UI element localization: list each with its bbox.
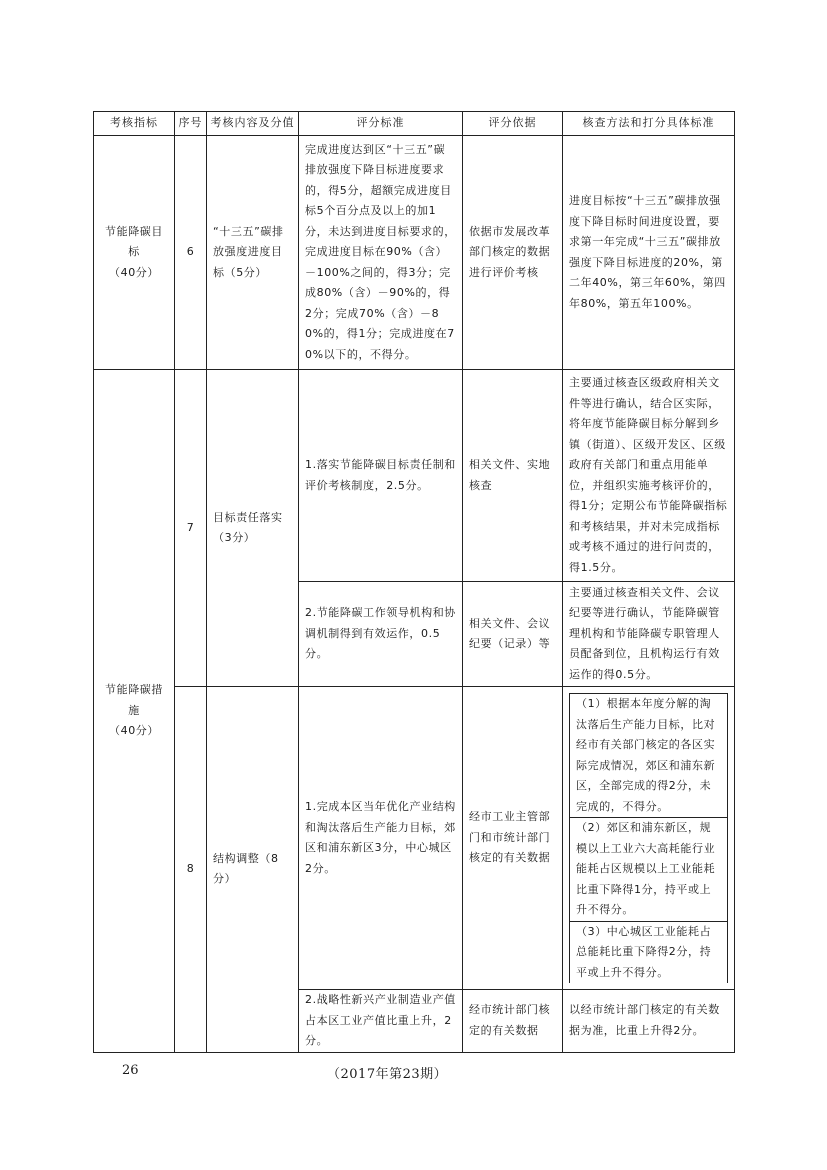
standard-cell: 1.完成本区当年优化产业结构和淘汰落后生产能力目标，郊区和浦东新区3分，中心城区2分。 (299, 687, 463, 990)
table-header-row (94, 112, 735, 136)
method-item: （3）中心城区工业能耗占总能耗比重下降得2分，持平或上升不得分。 (570, 921, 728, 983)
method-item: （2）郊区和浦东新区，规模以上工业六大高耗能行业能耗占区规模以上工业能耗比重下降得1分，持平或上升不得分。 (570, 818, 728, 922)
row-number: 6 (175, 136, 207, 370)
method-subtable (569, 693, 728, 983)
header-number: 序号 (175, 112, 207, 136)
header-method: 核查方法和打分具体标准 (563, 112, 735, 136)
standard-cell: 1.落实节能降碳目标责任制和评价考核制度，2.5分。 (299, 370, 463, 582)
row-number: 8 (175, 687, 207, 1053)
method-cell: 主要通过核查相关文件、会议纪要等进行确认，节能降碳管理机构和节能降碳专职管理人员配备到位，且机构运行有效运作的得0.5分。 (563, 582, 735, 687)
page-number: 26 (122, 1063, 139, 1078)
method-cell (563, 687, 735, 990)
row-number: 7 (175, 370, 207, 687)
indicator-cell: 节能降碳措施 （40分） (94, 370, 175, 1053)
header-indicator: 考核指标 (94, 112, 175, 136)
method-item: （1）根据本年度分解的淘汰落后生产能力目标，比对经市有关部门核定的各区实际完成情况，郊区和浦东新区，全部完成的得2分，未完成的，不得分。 (570, 694, 728, 818)
basis-cell: 相关文件、会议纪要（记录）等 (463, 582, 563, 687)
standard-cell: 2.节能降碳工作领导机构和协调机制得到有效运作，0.5分。 (299, 582, 463, 687)
content-cell: 目标责任落实（3分） (207, 370, 299, 687)
indicator-cell: 节能降碳目标 （40分） (94, 136, 175, 370)
content-cell: “十三五”碳排放强度进度目标（5分） (207, 136, 299, 370)
method-cell: 以经市统计部门核定的有关数据为准，比重上升得2分。 (563, 990, 735, 1053)
table-row (94, 370, 735, 582)
header-standard: 评分标准 (299, 112, 463, 136)
table-row (94, 687, 735, 990)
issue-label: （2017年第23期） (327, 1067, 448, 1082)
table-row (94, 136, 735, 370)
standard-cell: 完成进度达到区“十三五”碳排放强度下降目标进度要求的，得5分，超额完成进度目标5个百分点及以上的加1分，未达到进度目标要求的，完成进度目标在90%（含）－100%之间的，得3分；完成80%（含）－90%的，得2分；完成70%（含）－80%的，得1分；完成进度在70%以下的，不得分。 (299, 136, 463, 370)
basis-cell: 经市统计部门核定的有关数据 (463, 990, 563, 1053)
basis-cell: 经市工业主管部门和市统计部门核定的有关数据 (463, 687, 563, 990)
standard-cell: 2.战略性新兴产业制造业产值占本区工业产值比重上升，2分。 (299, 990, 463, 1053)
method-cell: 主要通过核查区级政府相关文件等进行确认，结合区实际，将年度节能降碳目标分解到乡镇（街道）、区级开发区、区级政府有关部门和重点用能单位，并组织实施考核评价的，得1分；定期公布节能降碳指标和考核结果，并对未完成指标或考核不通过的进行问责的，得1.5分。 (563, 370, 735, 582)
header-basis: 评分依据 (463, 112, 563, 136)
assessment-table (93, 111, 735, 1053)
basis-cell: 依据市发展改革部门核定的数据进行评价考核 (463, 136, 563, 370)
content-cell: 结构调整（8分） (207, 687, 299, 1053)
basis-cell: 相关文件、实地核查 (463, 370, 563, 582)
method-cell: 进度目标按“十三五”碳排放强度下降目标时间进度设置，要求第一年完成“十三五”碳排放强度下降目标进度的20%，第二年40%，第三年60%，第四年80%，第五年100%。 (563, 136, 735, 370)
header-content: 考核内容及分值 (207, 112, 299, 136)
